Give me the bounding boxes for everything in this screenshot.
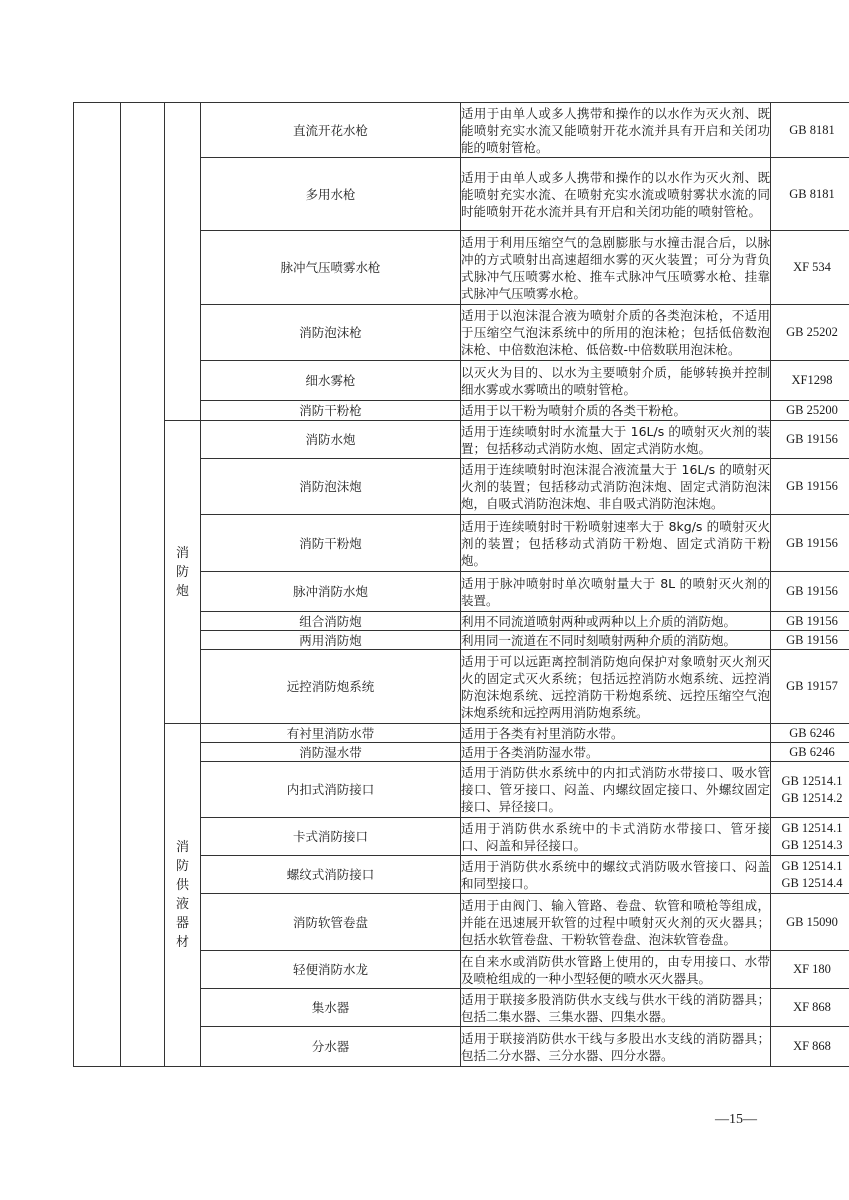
item-description: 利用不同流道喷射两种或两种以上介质的消防炮。 [461, 612, 771, 631]
table-row [74, 724, 849, 743]
item-name: 消防干粉枪 [201, 401, 461, 421]
category-supply [165, 724, 201, 1067]
item-name: 分水器 [201, 1027, 461, 1067]
item-standard: GB 19156 [771, 421, 849, 459]
item-standard: GB 8181 [771, 103, 849, 158]
item-name: 直流开花水枪 [201, 103, 461, 158]
item-description: 适用于脉冲喷射时单次喷射量大于 8L 的喷射灭火剂的装置。 [461, 572, 771, 612]
page-number: —15— [715, 1112, 757, 1127]
standard-line: GB 12514.4 [781, 875, 843, 890]
item-name: 内扣式消防接口 [201, 762, 461, 818]
item-description: 适用于以干粉为喷射介质的各类干粉枪。 [461, 401, 771, 421]
item-name: 两用消防炮 [201, 631, 461, 650]
item-description: 适用于消防供水系统中的卡式消防水带接口、管牙接口、闷盖和异径接口。 [461, 818, 771, 856]
item-name: 消防软管卷盘 [201, 894, 461, 951]
blank-cell-1 [74, 103, 121, 1067]
item-description: 适用于连续喷射时干粉喷射速率大于 8kg/s 的喷射灭火剂的装置；包括移动式消防干粉炮、固定式消防干粉炮。 [461, 515, 771, 572]
item-standard: GB 19157 [771, 650, 849, 724]
item-description: 适用于消防供水系统中的螺纹式消防吸水管接口、闷盖和同型接口。 [461, 856, 771, 894]
item-standard: GB 25202 [771, 305, 849, 361]
item-name: 消防泡沫炮 [201, 459, 461, 515]
item-description: 利用同一流道在不同时刻喷射两种介质的消防炮。 [461, 631, 771, 650]
item-name: 组合消防炮 [201, 612, 461, 631]
item-standard: GB 15090 [771, 894, 849, 951]
item-name: 集水器 [201, 989, 461, 1027]
item-name: 脉冲气压喷雾水枪 [201, 231, 461, 305]
item-standard: XF 180 [771, 951, 849, 989]
item-description: 适用于联接多股消防供水支线与供水干线的消防器具；包括二集水器、三集水器、四集水器。 [461, 989, 771, 1027]
standard-line: GB 12514.1 [781, 820, 843, 835]
item-standard: XF 534 [771, 231, 849, 305]
standard-line: GB 12514.1 [781, 773, 843, 788]
item-description: 适用于消防供水系统中的内扣式消防水带接口、吸水管接口、管牙接口、闷盖、内螺纹固定接口、外螺纹固定接口、异径接口。 [461, 762, 771, 818]
item-description: 适用于利用压缩空气的急剧膨胀与水撞击混合后，以脉冲的方式喷射出高速超细水雾的灭火装置；可分为背负式脉冲气压喷雾水枪、推车式脉冲气压喷雾水枪、挂靠式脉冲气压喷雾水枪。 [461, 231, 771, 305]
item-standard [771, 818, 849, 856]
category-cannon [165, 421, 201, 724]
standard-line: GB 12514.3 [781, 837, 843, 852]
item-standard: XF 868 [771, 989, 849, 1027]
standard-line: GB 12514.1 [781, 858, 843, 873]
item-standard: XF 868 [771, 1027, 849, 1067]
item-standard: GB 19156 [771, 459, 849, 515]
item-standard: GB 8181 [771, 158, 849, 231]
item-standard: GB 25200 [771, 401, 849, 421]
blank-cell-2 [121, 103, 165, 1067]
item-name: 螺纹式消防接口 [201, 856, 461, 894]
item-name: 消防湿水带 [201, 743, 461, 762]
item-standard [771, 762, 849, 818]
item-description: 适用于由单人或多人携带和操作的以水作为灭火剂、既能喷射充实水流又能喷射开花水流并具有开启和关闭功能的喷射管枪。 [461, 103, 771, 158]
item-standard: GB 19156 [771, 631, 849, 650]
category-cannon-label: 消防炮 [175, 545, 189, 599]
item-standard: GB 19156 [771, 612, 849, 631]
item-name: 远控消防炮系统 [201, 650, 461, 724]
equipment-table [73, 102, 849, 1067]
item-standard: GB 19156 [771, 572, 849, 612]
item-name: 多用水枪 [201, 158, 461, 231]
item-description: 适用于联接消防供水干线与多股出水支线的消防器具；包括二分水器、三分水器、四分水器。 [461, 1027, 771, 1067]
item-standard: GB 6246 [771, 724, 849, 743]
item-name: 卡式消防接口 [201, 818, 461, 856]
item-description: 在自来水或消防供水管路上使用的，由专用接口、水带及喷枪组成的一种小型轻便的喷水灭火器具。 [461, 951, 771, 989]
table-row [74, 103, 849, 158]
item-standard: GB 6246 [771, 743, 849, 762]
item-description: 适用于以泡沫混合液为喷射介质的各类泡沫枪，不适用于压缩空气泡沫系统中的所用的泡沫枪；包括低倍数泡沫枪、中倍数泡沫枪、低倍数-中倍数联用泡沫枪。 [461, 305, 771, 361]
item-description: 适用于由单人或多人携带和操作的以水作为灭火剂、既能喷射充实水流、在喷射充实水流或喷射雾状水流的同时能喷射开花水流并具有开启和关闭功能的喷射管枪。 [461, 158, 771, 231]
item-name: 消防干粉炮 [201, 515, 461, 572]
item-name: 轻便消防水龙 [201, 951, 461, 989]
item-name: 细水雾枪 [201, 361, 461, 401]
category-supply-label: 消防供液器材 [175, 840, 189, 950]
item-description: 适用于可以远距离控制消防炮向保护对象喷射灭火剂灭火的固定式灭火系统；包括远控消防水炮系统、远控消防泡沫炮系统、远控消防干粉炮系统、远控压缩空气泡沫炮系统和远控两用消防炮系统。 [461, 650, 771, 724]
item-name: 消防泡沫枪 [201, 305, 461, 361]
item-description: 适用于连续喷射时水流量大于 16L/s 的喷射灭火剂的装置；包括移动式消防水炮、固定式消防水炮。 [461, 421, 771, 459]
item-description: 适用于连续喷射时泡沫混合液流量大于 16L/s 的喷射灭火剂的装置；包括移动式消防泡沫炮、固定式消防泡沫炮，自吸式消防泡沫炮、非自吸式消防泡沫炮。 [461, 459, 771, 515]
item-name: 有衬里消防水带 [201, 724, 461, 743]
item-standard [771, 856, 849, 894]
item-standard: GB 19156 [771, 515, 849, 572]
standard-line: GB 12514.2 [781, 790, 843, 805]
item-description: 以灭火为目的、以水为主要喷射介质，能够转换并控制细水雾或水雾喷出的喷射管枪。 [461, 361, 771, 401]
table-row [74, 421, 849, 459]
item-standard: XF1298 [771, 361, 849, 401]
blank-cell-3 [165, 103, 201, 421]
item-name: 消防水炮 [201, 421, 461, 459]
item-description: 适用于由阀门、输入管路、卷盘、软管和喷枪等组成，并能在迅速展开软管的过程中喷射灭火剂的灭火器具；包括水软管卷盘、干粉软管卷盘、泡沫软管卷盘。 [461, 894, 771, 951]
item-description: 适用于各类有衬里消防水带。 [461, 724, 771, 743]
item-description: 适用于各类消防湿水带。 [461, 743, 771, 762]
item-name: 脉冲消防水炮 [201, 572, 461, 612]
